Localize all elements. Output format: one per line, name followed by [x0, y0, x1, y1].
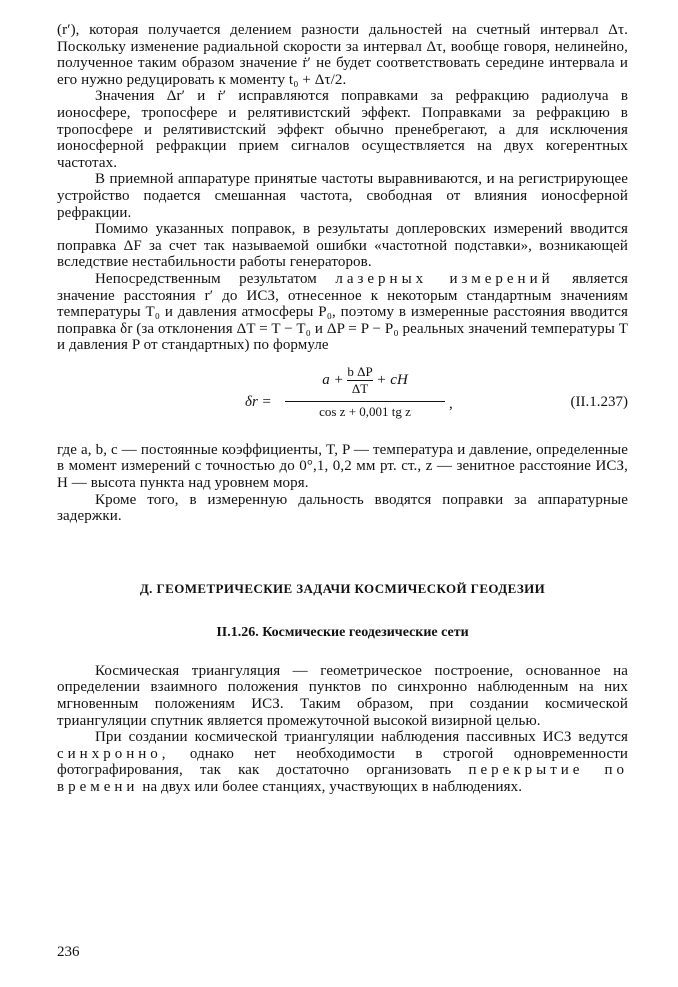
- formula-numerator: [285, 364, 445, 399]
- paragraph-continuation: (r′), которая получается делением разности дальностей на счетный интервал Δτ. Поскольку изменение радиальной скорости за интервал Δτ, вообще говоря, нелинейно, полученное таким образом значение ṙ′ не будет соответствовать середине интервала и его нужно редуцировать к моменту t₀ + Δτ/2.: [57, 22, 628, 88]
- formula-inner-numerator: b ΔP: [347, 363, 373, 379]
- text-segment: на двух или более станциях, участвующих в наблюдениях.: [142, 779, 523, 795]
- text-segment: является значение расстояния r′ до ИСЗ, отнесенное к некоторым стандартным значениям температуры T₀ и давления атмосферы P₀, поэтому в измеренные расстояния вводится поправка δr (за отклонения ΔT = T − T₀ и ΔP = P − P₀ реальных значений температуры T и давления P от стандартных) по формуле: [57, 270, 628, 354]
- formula-a-plus: a +: [322, 371, 344, 388]
- formula-denominator: cos z + 0,001 tg z: [319, 403, 411, 419]
- paragraph-where-clause: где a, b, c — постоянные коэффициенты, T, P — температура и давление, определенные в момент измерений с точностью до 0°,1, 0,2 мм рт. ст., z — зенитное расстояние ИСЗ, H — высота пункта над уровнем моря.: [57, 441, 628, 492]
- page-number: 236: [57, 944, 80, 960]
- text-segment: однако нет необходимости в строгой одновременности фотографирования, так как достаточно организовать: [57, 745, 628, 779]
- text-segment: При создании космической триангуляции наблюдения пассивных ИСЗ ведутся: [95, 729, 628, 746]
- paragraph-space-triangulation: Космическая триангуляция — геометрическое построение, основанное на определении взаимного положения пунктов по синхронно наблюденным на них мгновенным положениям ИСЗ. Таким образом, при создании космической триангуляции спутник является промежуточной высокой визирной целью.: [57, 662, 628, 729]
- formula-comma: ,: [449, 395, 453, 412]
- paragraph-receiver-equipment: В приемной аппаратуре принятые частоты выравниваются, и на регистрирующее устройство подается смешанная частота, свободная от влияния ионосферной рефракции.: [57, 171, 628, 221]
- paragraph-synchronous-observations: [57, 729, 628, 795]
- fraction-bar: [285, 401, 445, 402]
- section-heading: II.1.26. Космические геодезические сети: [216, 624, 469, 640]
- formula-lhs: δr =: [245, 393, 272, 410]
- spaced-emphasis: синхронно,: [57, 745, 170, 762]
- text-segment: Непосредственным результатом: [95, 270, 317, 287]
- formula-inner-denominator: ΔT: [347, 380, 372, 397]
- paragraph-refraction-corrections: Значения Δr′ и ṙ′ исправляются поправками за рефракцию радиолуча в ионосфере, тропосфере и релятивистский эффект. Поправками за рефракцию в тропосфере и релятивистский эффект обычно пренебрегают, а для исключения ионосферной рефракции прием сигналов осуществляется на двух когерентных частотах.: [57, 88, 628, 171]
- paragraph-laser-measurements: [57, 271, 628, 354]
- formula-plus-ch: + cH: [376, 371, 408, 388]
- paragraph-hardware-delays: Кроме того, в измеренную дальность вводятся поправки за аппаратурные задержки.: [57, 491, 628, 525]
- spaced-emphasis: лазерных измерений: [335, 270, 554, 287]
- spaced-emphasis: перекрытие по времени: [57, 762, 628, 795]
- formula-fraction: [285, 364, 445, 420]
- paragraph-frequency-offset: Помимо указанных поправок, в результаты доплеровских измерений вводится поправка ΔF за счет так называемой ошибки «частотной подставки», возникающей вследствие нестабильности работы генераторов.: [57, 221, 628, 271]
- formula-block: [57, 364, 628, 436]
- formula-inner-fraction: [347, 364, 372, 397]
- equation-number: (II.1.237): [570, 393, 628, 410]
- part-heading: Д. ГЕОМЕТРИЧЕСКИЕ ЗАДАЧИ КОСМИЧЕСКОЙ ГЕОДЕЗИИ: [139, 580, 546, 596]
